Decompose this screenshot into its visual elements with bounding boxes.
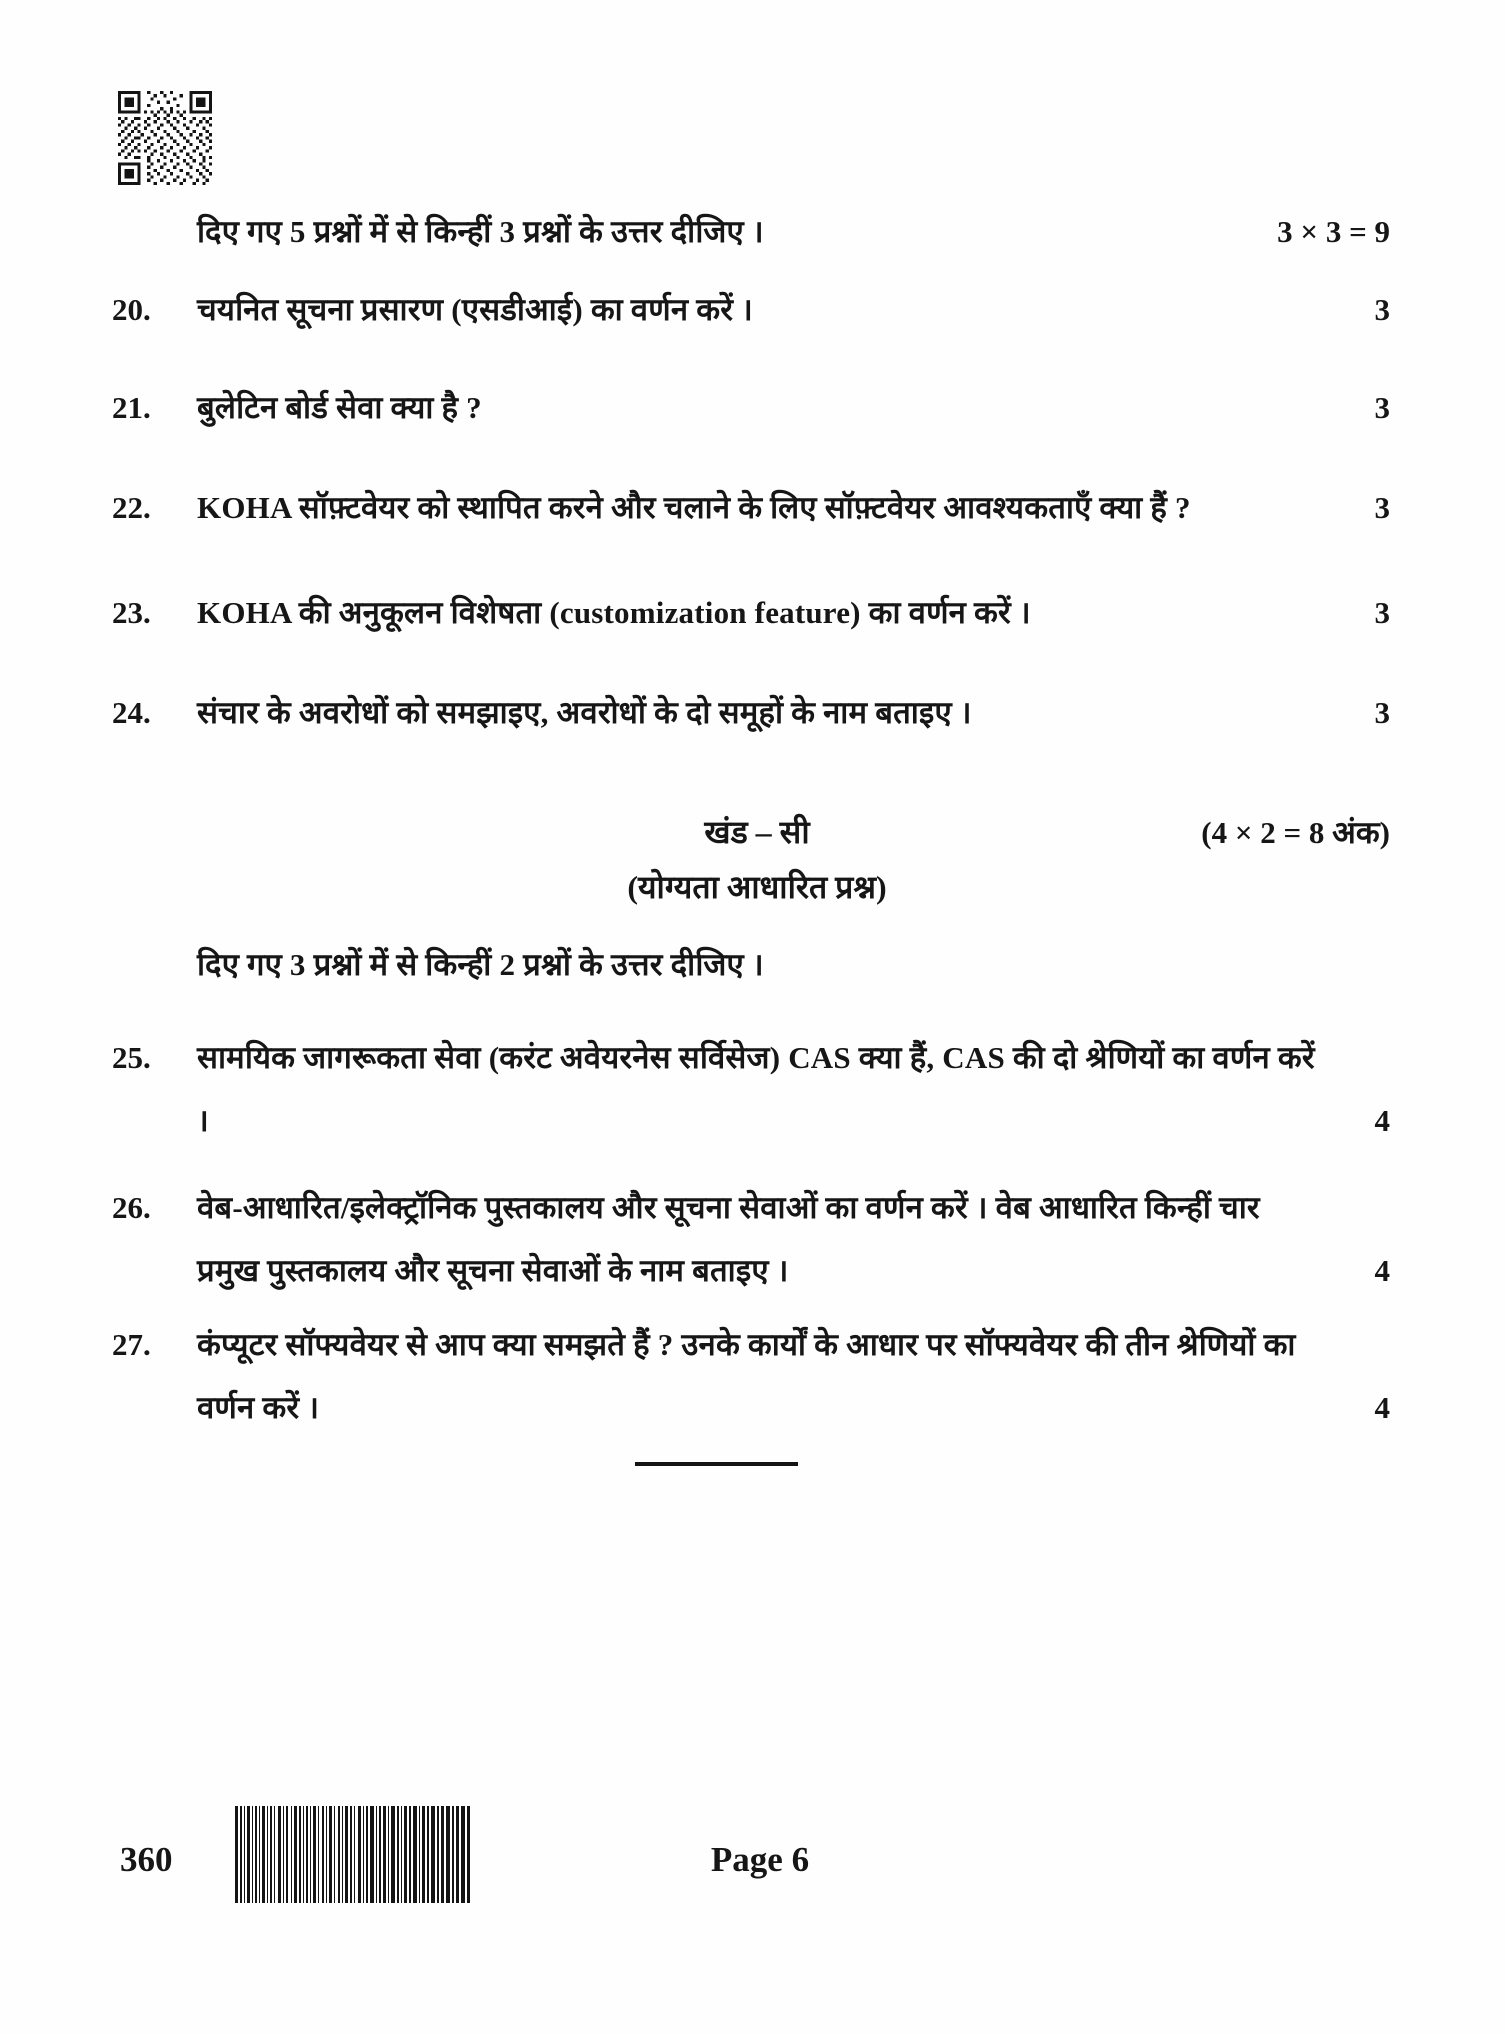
paper-code: 360	[120, 1840, 173, 1879]
question-marks: 4	[1374, 1103, 1390, 1138]
question-row-23	[0, 581, 1505, 644]
barcode-icon	[235, 1806, 470, 1903]
question-number: 22.	[112, 490, 151, 525]
question-row-25	[0, 1026, 1505, 1152]
section-c-marks-note: (4 × 2 = 8 अंक)	[1201, 815, 1390, 850]
question-number: 20.	[112, 292, 151, 327]
question-text: सामयिक जागरूकता सेवा (करंट अवेयरनेस सर्विसेज) CAS क्या हैं, CAS की दो श्रेणियों का वर्णन करें ।	[197, 1040, 1315, 1138]
question-row-27	[0, 1313, 1505, 1439]
question-text: बुलेटिन बोर्ड सेवा क्या है ?	[197, 390, 482, 425]
question-number: 23.	[112, 595, 151, 630]
section-c-subtitle: (योग्यता आधारित प्रश्न)	[627, 869, 887, 905]
question-row-21	[0, 376, 1505, 439]
question-row-24	[0, 681, 1505, 744]
question-row-20	[0, 278, 1505, 341]
question-marks: 3	[1374, 390, 1390, 425]
section-b-instruction-row	[0, 200, 1505, 263]
question-text: वेब-आधारित/इलेक्ट्रॉनिक पुस्तकालय और सूचना सेवाओं का वर्णन करें । वेब आधारित किन्हीं चार प्रमुख पुस्तकालय और सूचना सेवाओं के नाम बताइए ।	[197, 1190, 1260, 1288]
question-number: 21.	[112, 390, 151, 425]
question-number: 26.	[112, 1190, 151, 1225]
section-b-instruction: दिए गए 5 प्रश्नों में से किन्हीं 3 प्रश्नों के उत्तर दीजिए ।	[197, 214, 764, 249]
question-number: 25.	[112, 1040, 151, 1075]
end-divider	[635, 1462, 798, 1466]
question-row-26	[0, 1176, 1505, 1302]
question-marks: 3	[1374, 292, 1390, 327]
question-marks: 4	[1374, 1253, 1390, 1288]
question-text: कंप्यूटर सॉफ्यवेयर से आप क्या समझते हैं ? उनके कार्यों के आधार पर सॉफ्यवेयर की तीन श्रेणियों का वर्णन करें ।	[197, 1327, 1296, 1425]
qr-code-icon	[118, 88, 212, 188]
question-number: 24.	[112, 695, 151, 730]
question-text: KOHA सॉफ़्टवेयर को स्थापित करने और चलाने के लिए सॉफ़्टवेयर आवश्यकताएँ क्या हैं ?	[197, 490, 1191, 525]
question-marks: 3	[1374, 595, 1390, 630]
question-number: 27.	[112, 1327, 151, 1362]
question-text: संचार के अवरोधों को समझाइए, अवरोधों के दो समूहों के नाम बताइए ।	[197, 695, 972, 730]
question-marks: 3	[1374, 695, 1390, 730]
section-c-instruction: दिए गए 3 प्रश्नों में से किन्हीं 2 प्रश्नों के उत्तर दीजिए ।	[197, 947, 764, 982]
question-row-22	[0, 476, 1505, 539]
section-b-total-marks: 3 × 3 = 9	[1277, 214, 1390, 249]
question-text: KOHA की अनुकूलन विशेषता (customization feature) का वर्णन करें ।	[197, 595, 1031, 630]
section-c-instruction-row	[0, 933, 1505, 996]
question-text: चयनित सूचना प्रसारण (एसडीआई) का वर्णन करें ।	[197, 292, 753, 327]
question-marks: 4	[1374, 1390, 1390, 1425]
page-number: Page 6	[710, 1840, 810, 1879]
question-marks: 3	[1374, 490, 1390, 525]
section-c-title: खंड – सी	[704, 814, 810, 850]
